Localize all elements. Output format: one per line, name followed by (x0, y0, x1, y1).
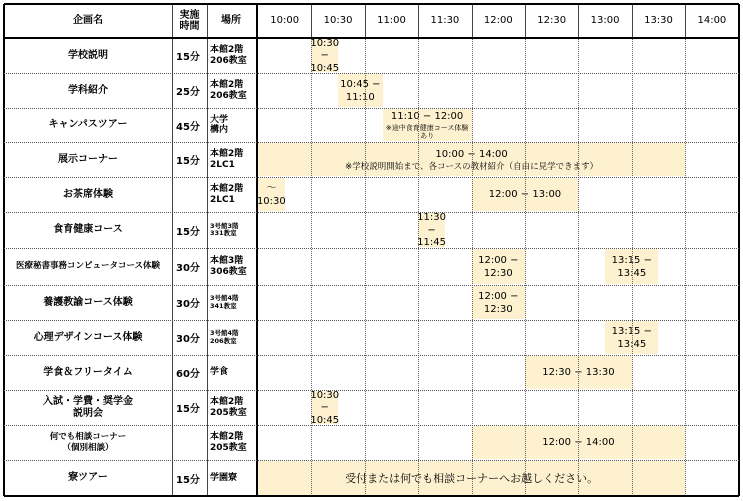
time-slot-text: 11:30 − 11:45 (417, 212, 446, 249)
event-duration: 15分 (176, 474, 200, 486)
header-time: 13:30 (644, 15, 673, 27)
time-slot-text: 12:00 − 13:00 (488, 189, 562, 201)
event-name: お茶席体験 (63, 188, 113, 200)
event-name: 学校説明 (68, 49, 108, 61)
event-place: 本館2階 2LC1 (210, 184, 244, 205)
event-duration (172, 177, 207, 212)
time-slot-text: 12:30 − 13:30 (542, 367, 615, 379)
header-time: 12:00 (483, 15, 513, 27)
time-slot-bar (605, 321, 658, 354)
time-slot-text: 10:45 − 11:10 (340, 79, 381, 103)
event-name: 医療秘書事務コンピュータコース体験 (15, 261, 161, 272)
event-place: 本館2階 205教室 (210, 432, 247, 453)
time-slot-bar (338, 74, 383, 107)
header-time: 12:30 (537, 15, 567, 27)
header-time: 10:30 (323, 15, 353, 27)
event-duration: 15分 (176, 156, 200, 167)
time-slot-bar (418, 213, 445, 247)
time-slot-bar (472, 178, 579, 211)
time-slot-text: 12:00 − 12:30 (478, 255, 519, 279)
header-time: 13:00 (590, 15, 620, 27)
time-slot-text: 受付または何でも相談コーナーへお越しください。 (345, 472, 599, 486)
time-column-line (418, 38, 419, 496)
header-time: 14:00 (697, 15, 727, 27)
time-slot-text: 12:00 − 14:00 (542, 437, 615, 449)
header-time: 11:00 (377, 15, 406, 27)
event-place: 学食 (210, 367, 229, 378)
event-duration: 15分 (176, 404, 200, 415)
event-name: 養護教諭コース体験 (43, 296, 133, 308)
event-name: 心理デザインコース体験 (33, 331, 143, 343)
time-slot-text: 10:30 − 10:45 (310, 37, 340, 74)
time-slot-bar (311, 391, 338, 424)
table-border (738, 4, 740, 496)
event-name: 寮ツアー (68, 472, 108, 483)
time-slot-bar (258, 143, 685, 176)
event-duration: 30分 (176, 334, 200, 345)
header-place: 場所 (221, 15, 241, 27)
event-duration: 30分 (176, 299, 200, 310)
event-place: 本館3階 306教室 (210, 256, 247, 277)
time-slot-bar (525, 356, 632, 389)
event-name: キャンパスツアー (48, 119, 128, 130)
column-line (256, 4, 258, 496)
event-name: 何でも相談コーナー （個別相談） (49, 432, 127, 453)
time-slot-text: 13:15 − 13:45 (611, 326, 652, 350)
header-event: 企画名 (73, 15, 103, 27)
event-place: 3号館4階 206教室 (210, 329, 239, 345)
header-duration: 実施 時間 (179, 9, 200, 32)
time-slot-bar (472, 249, 525, 284)
time-slot-bar (472, 286, 525, 319)
event-place: 本館2階 206教室 (210, 80, 247, 101)
event-duration: 45分 (176, 121, 200, 133)
time-slot-text: 10:00 − 14:00 (435, 149, 508, 161)
event-place: 本館2階 206教室 (210, 45, 247, 66)
time-slot-bar (258, 461, 685, 495)
event-duration: 60分 (176, 369, 200, 380)
event-duration: 15分 (176, 226, 200, 238)
event-name: 入試・学費・奨学金 説明会 (43, 395, 133, 419)
time-slot-note: ※学校説明開始まで、各コースの教材紹介（自由に見学できます） (345, 161, 599, 172)
event-place: 大学 構内 (210, 114, 229, 135)
time-slot-bar (258, 178, 285, 211)
event-place: 本館2階 205教室 (210, 397, 247, 418)
event-name: 食育健康コース (53, 224, 123, 235)
time-slot-bar (311, 39, 338, 72)
event-name: 展示コーナー (58, 153, 118, 165)
time-slot-text: 11:10 − 12:00 (390, 111, 464, 123)
event-duration (172, 425, 207, 460)
time-slot-note: ※途中食育健康コース体験あり (385, 123, 469, 141)
time-slot-text: 12:00 − 12:30 (478, 291, 519, 315)
event-duration: 15分 (176, 52, 200, 63)
header-time: 11:30 (430, 15, 460, 27)
time-slot-bar (472, 426, 686, 459)
event-duration: 25分 (176, 87, 200, 98)
event-place: 本館2階 2LC1 (210, 149, 244, 170)
event-name: 学科紹介 (68, 84, 108, 96)
time-slot-bar (605, 249, 658, 284)
time-slot-text: 〜 10:30 (256, 183, 286, 207)
event-place: 学園寮 (210, 472, 238, 483)
time-slot-text: 13:15 − 13:45 (611, 255, 652, 279)
time-slot-text: 10:30 − 10:45 (310, 389, 340, 426)
time-column-line (311, 38, 312, 496)
time-column-line (685, 38, 686, 496)
event-place: 3号館4階 341教室 (210, 294, 239, 310)
event-duration: 30分 (176, 263, 200, 274)
time-slot-bar (383, 109, 472, 141)
header-time: 10:00 (270, 15, 300, 27)
event-name: 学食＆フリータイム (43, 366, 133, 378)
event-place: 3号館3階 331教室 (210, 221, 239, 237)
